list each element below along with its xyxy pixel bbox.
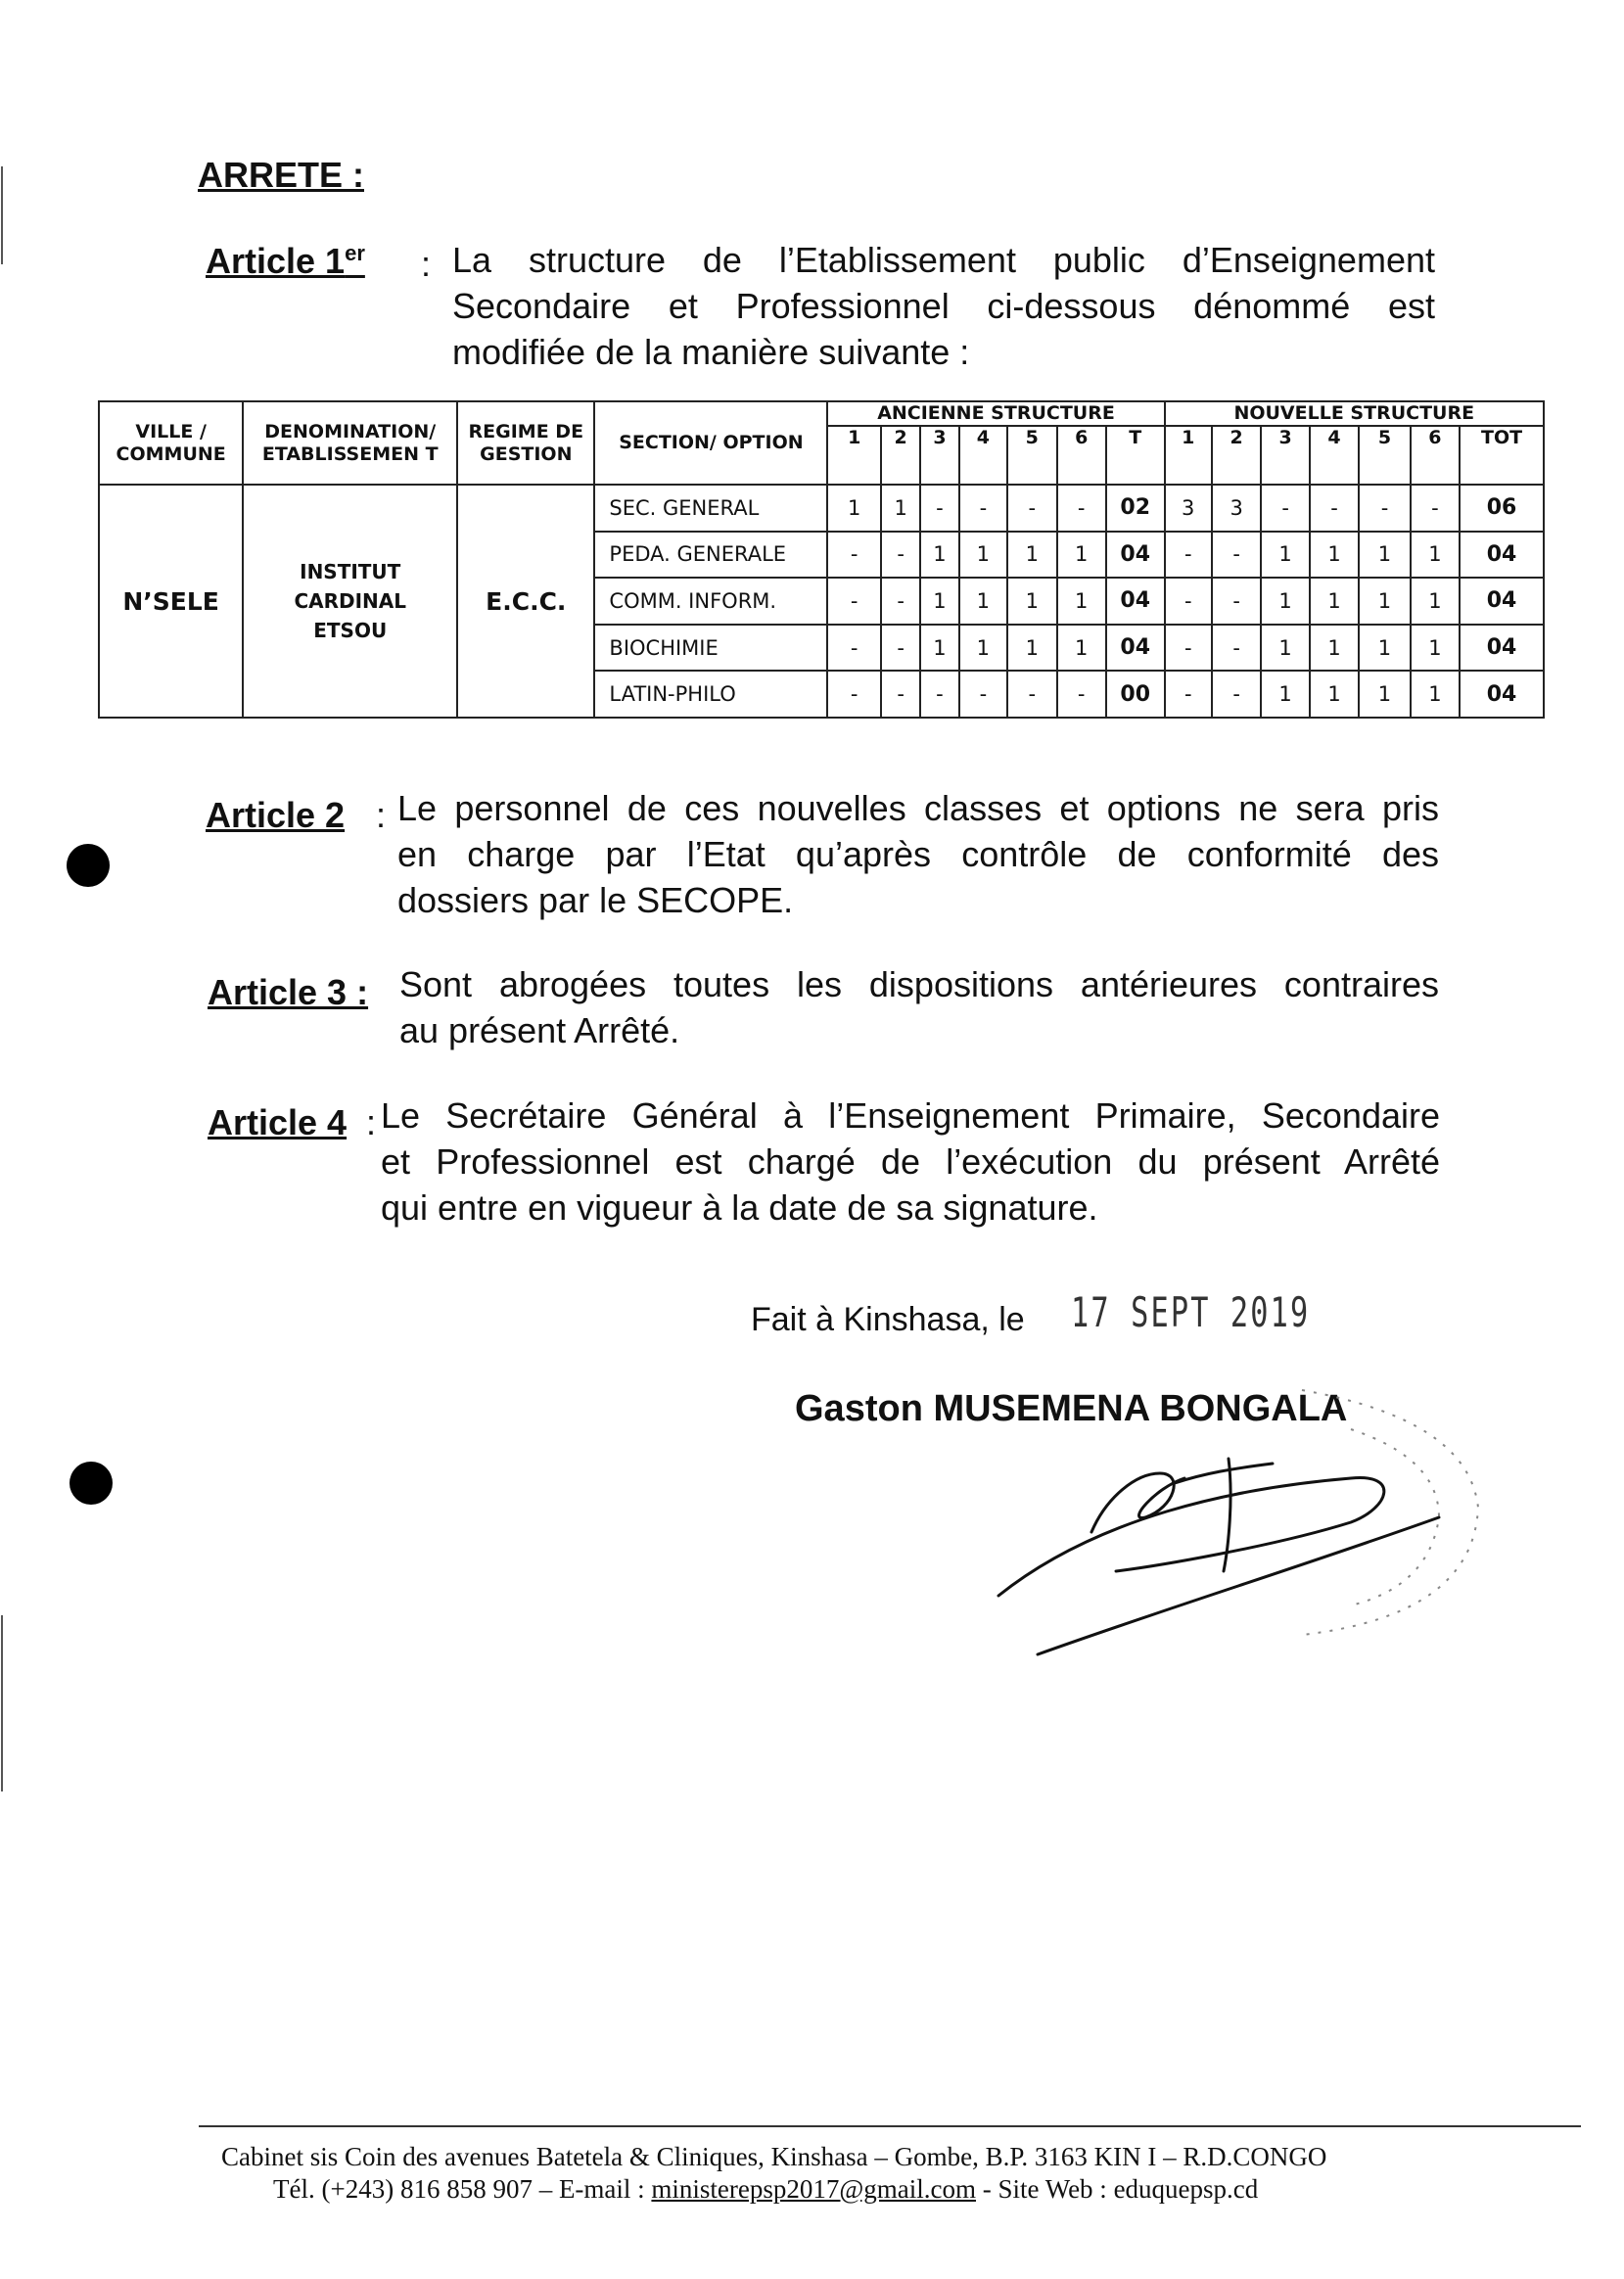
cell-value: 1 <box>881 485 920 532</box>
footer-email-link[interactable]: ministerepsp2017@gmail.com <box>651 2174 976 2204</box>
cell-value: - <box>881 578 920 625</box>
header-ancienne-col: 6 <box>1057 426 1106 485</box>
header-nouvelle-col: 3 <box>1261 426 1309 485</box>
article-3-label: Article 3 : <box>208 972 369 1012</box>
cell-value: 1 <box>1310 625 1359 672</box>
article-1-label-text: Article 1 <box>206 241 346 281</box>
cell-section: PEDA. GENERALE <box>594 532 827 579</box>
cell-section: SEC. GENERAL <box>594 485 827 532</box>
article-1-colon: : <box>421 244 432 284</box>
cell-value: - <box>827 532 880 579</box>
cell-total: 04 <box>1460 671 1544 718</box>
cell-total: 04 <box>1106 532 1165 579</box>
footer-divider <box>199 2125 1581 2127</box>
place-date: Fait à Kinshasa, le <box>751 1301 1025 1338</box>
cell-value: 1 <box>1359 578 1410 625</box>
cell-value: - <box>1165 532 1212 579</box>
article-1-line: La structure de l’Etablissement public d’Enseignement <box>452 240 1435 280</box>
header-nouvelle-col: 6 <box>1411 426 1460 485</box>
cell-value: - <box>827 671 880 718</box>
cell-value: - <box>959 485 1007 532</box>
cell-value: 1 <box>1411 671 1460 718</box>
cell-value: - <box>959 671 1007 718</box>
header-ancienne-structure: ANCIENNE STRUCTURE <box>827 401 1164 426</box>
article-4-line: qui entre en vigueur à la date de sa signature. <box>381 1187 1098 1228</box>
article-4-line: et Professionnel est chargé de l’exécution du présent Arrêté <box>381 1141 1440 1182</box>
signer-name: Gaston MUSEMENA BONGALA <box>795 1388 1348 1429</box>
cell-section: COMM. INFORM. <box>594 578 827 625</box>
cell-value: 1 <box>920 532 958 579</box>
cell-value: - <box>1261 485 1309 532</box>
cell-value: - <box>1007 485 1056 532</box>
article-3-text <box>399 961 1439 1053</box>
cell-value: - <box>827 625 880 672</box>
cell-value: 1 <box>1359 532 1410 579</box>
article-1-line: modifiée de la manière suivante : <box>452 332 970 372</box>
header-nouvelle-col: 4 <box>1310 426 1359 485</box>
article-1-label-sup: er <box>345 241 365 265</box>
cell-section: BIOCHIMIE <box>594 625 827 672</box>
date-stamp-text: 17 SEPT 2019 <box>1071 1288 1311 1336</box>
header-regime: REGIME DE GESTION <box>457 401 594 485</box>
table-row <box>99 485 1544 532</box>
article-3-line: Sont abrogées toutes les dispositions antérieures contraires <box>399 964 1439 1004</box>
header-nouvelle-col: 1 <box>1165 426 1212 485</box>
footer-tel: Tél. (+243) 816 858 907 – E-mail : <box>273 2174 645 2204</box>
header-ancienne-col: 5 <box>1007 426 1056 485</box>
article-1-line: Secondaire et Professionnel ci-dessous dénommé est <box>452 286 1435 326</box>
cell-value: 1 <box>1359 625 1410 672</box>
cell-value: 1 <box>1411 625 1460 672</box>
cell-value: 1 <box>1261 671 1309 718</box>
article-4-label: Article 4 <box>208 1102 348 1142</box>
signature <box>979 1361 1527 1674</box>
cell-value: 1 <box>1261 578 1309 625</box>
cell-value: - <box>1007 671 1056 718</box>
article-2-line: en charge par l’Etat qu’après contrôle de conformité des <box>397 834 1439 874</box>
cell-value: 1 <box>1310 532 1359 579</box>
article-4-colon: : <box>366 1102 377 1142</box>
structure-table <box>98 400 1545 719</box>
header-ancienne-col: 2 <box>881 426 920 485</box>
cell-value: 1 <box>1310 578 1359 625</box>
cell-regime: E.C.C. <box>457 485 594 718</box>
header-denomination: DENOMINATION/ ETABLISSEMEN T <box>243 401 457 485</box>
cell-value: 1 <box>827 485 880 532</box>
punch-hole <box>67 844 110 887</box>
article-4-text <box>381 1093 1440 1231</box>
cell-value: - <box>1057 671 1106 718</box>
cell-total: 04 <box>1460 578 1544 625</box>
date-stamp <box>1071 1288 1403 1336</box>
cell-total: 06 <box>1460 485 1544 532</box>
cell-value: 1 <box>920 578 958 625</box>
article-2-line: dossiers par le SECOPE. <box>397 880 794 920</box>
cell-value: - <box>881 625 920 672</box>
article-3-line: au présent Arrêté. <box>399 1010 680 1050</box>
article-1-text <box>452 237 1435 375</box>
cell-value: 3 <box>1165 485 1212 532</box>
cell-value: 1 <box>1261 625 1309 672</box>
header-ancienne-col: 4 <box>959 426 1007 485</box>
footer-address: Cabinet sis Coin des avenues Batetela & Cliniques, Kinshasa – Gombe, B.P. 3163 KIN I – R.D.CONGO <box>221 2142 1327 2171</box>
cell-value: - <box>1212 625 1261 672</box>
scan-margin-line <box>1 166 3 264</box>
cell-value: - <box>881 532 920 579</box>
cell-value: - <box>1165 625 1212 672</box>
cell-value: - <box>1165 671 1212 718</box>
cell-value: 1 <box>1057 532 1106 579</box>
punch-hole <box>70 1462 113 1505</box>
cell-section: LATIN-PHILO <box>594 671 827 718</box>
cell-value: - <box>1310 485 1359 532</box>
article-2-line: Le personnel de ces nouvelles classes et options ne sera pris <box>397 788 1439 828</box>
cell-value: - <box>1212 671 1261 718</box>
article-1-label <box>206 241 365 282</box>
article-2-colon: : <box>376 795 387 835</box>
header-ancienne-col: 1 <box>827 426 880 485</box>
cell-value: 1 <box>1007 578 1056 625</box>
cell-value: 3 <box>1212 485 1261 532</box>
cell-value: - <box>1057 485 1106 532</box>
cell-value: - <box>827 578 880 625</box>
cell-value: 1 <box>959 532 1007 579</box>
scan-margin-line <box>1 1615 3 1791</box>
cell-etablissement: INSTITUT CARDINAL ETSOU <box>243 485 457 718</box>
cell-value: 1 <box>1057 578 1106 625</box>
cell-value: - <box>1359 485 1410 532</box>
header-section: SECTION/ OPTION <box>594 401 827 485</box>
cell-total: 02 <box>1106 485 1165 532</box>
stamp-dots <box>1302 1390 1478 1635</box>
article-2-label: Article 2 <box>206 795 346 835</box>
cell-total: 04 <box>1460 532 1544 579</box>
cell-value: 1 <box>1261 532 1309 579</box>
cell-value: - <box>1212 578 1261 625</box>
cell-value: 1 <box>1411 578 1460 625</box>
cell-value: - <box>1165 578 1212 625</box>
cell-value: 1 <box>1007 625 1056 672</box>
cell-value: 1 <box>1310 671 1359 718</box>
cell-total: 04 <box>1106 578 1165 625</box>
footer-web: - Site Web : eduquepsp.cd <box>982 2174 1259 2204</box>
article-4-line: Le Secrétaire Général à l’Enseignement Primaire, Secondaire <box>381 1095 1440 1136</box>
footer-contact <box>273 2174 1258 2205</box>
header-nouvelle-col: TOT <box>1460 426 1544 485</box>
header-nouvelle-col: 5 <box>1359 426 1410 485</box>
cell-value: 1 <box>1411 532 1460 579</box>
header-nouvelle-col: 2 <box>1212 426 1261 485</box>
cell-value: - <box>1212 532 1261 579</box>
cell-value: - <box>920 671 958 718</box>
header-ville: VILLE / COMMUNE <box>99 401 243 485</box>
cell-total: 00 <box>1106 671 1165 718</box>
cell-value: 1 <box>920 625 958 672</box>
cell-total: 04 <box>1106 625 1165 672</box>
cell-value: 1 <box>1057 625 1106 672</box>
header-ancienne-col: T <box>1106 426 1165 485</box>
cell-total: 04 <box>1460 625 1544 672</box>
cell-value: 1 <box>959 625 1007 672</box>
article-2-text <box>397 785 1439 923</box>
cell-ville: N’SELE <box>99 485 243 718</box>
cell-value: 1 <box>1359 671 1410 718</box>
cell-value: 1 <box>1007 532 1056 579</box>
cell-value: 1 <box>959 578 1007 625</box>
cell-value: - <box>920 485 958 532</box>
header-nouvelle-structure: NOUVELLE STRUCTURE <box>1165 401 1544 426</box>
header-ancienne-col: 3 <box>920 426 958 485</box>
cell-value: - <box>1411 485 1460 532</box>
document-heading: ARRETE : <box>198 155 364 195</box>
cell-value: - <box>881 671 920 718</box>
